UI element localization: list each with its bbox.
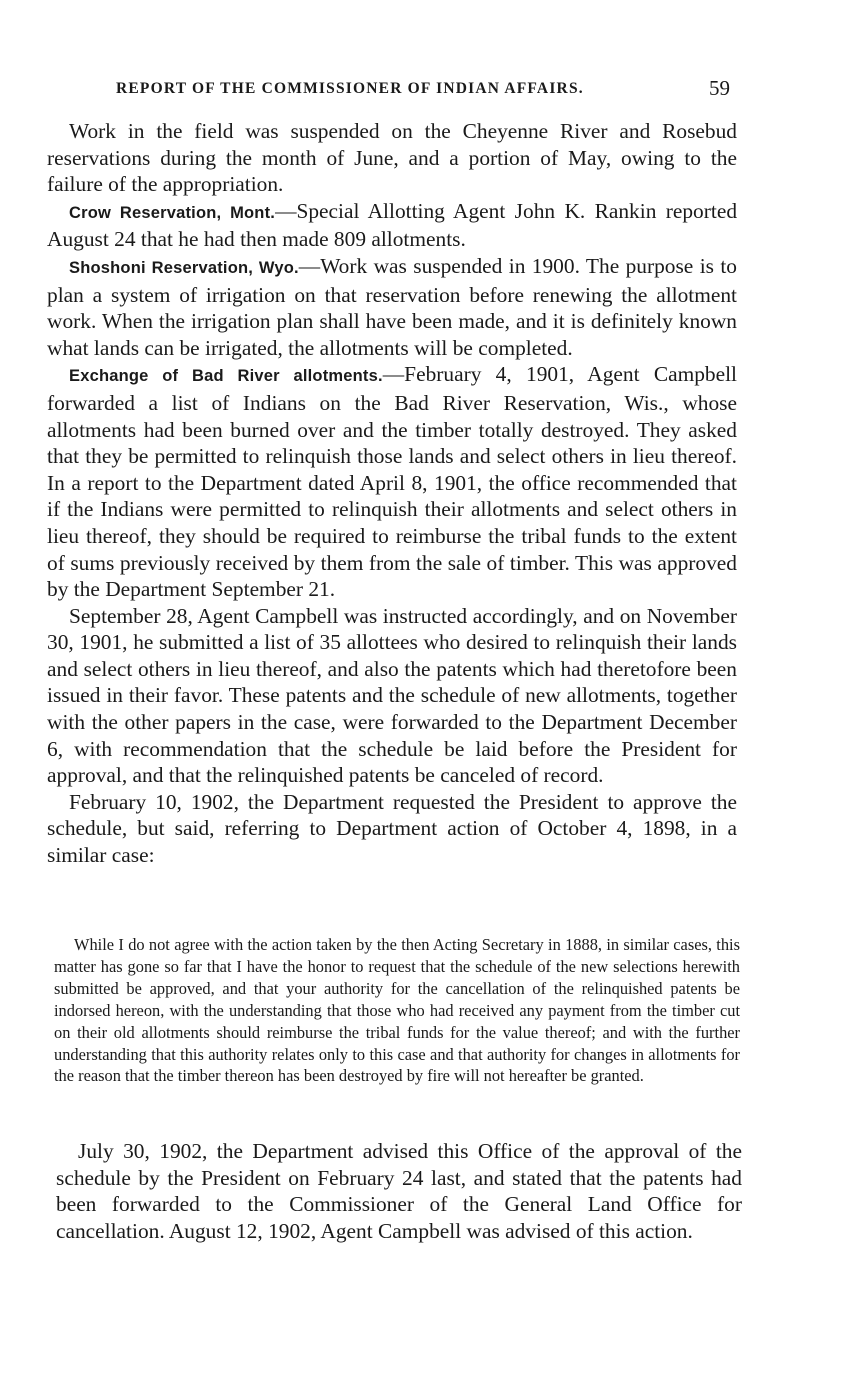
closing-section	[56, 1138, 742, 1244]
paragraph-text: February 10, 1902, the Department requested the President to approve the schedule, but said, referring to Department action of October 4, 1898, in a similar case:	[47, 789, 737, 868]
quotation-text: While I do not agree with the action taken by the then Acting Secretary in 1888, in similar cases, this matter has gone so far that I have the honor to request that the schedule of the new selections herewith submitted be approved, and that your authority for the cancellation of the relinquished patents be indorsed hereon, with the understanding that those who had received any payment from the timber cut on their old allotments should reimburse the tribal funds for the value thereof; and with the further understanding that this authority relates only to this case and that authority for changes in allotments for the reason that the timber thereon has been destroyed by fire will not hereafter be granted.	[54, 935, 740, 1086]
paragraph-text: —Special Allotting Agent John K. Rankin reported August 24 that he had then made 809 allotments.	[47, 198, 738, 252]
paragraph-campbell-instructions	[47, 603, 737, 789]
paragraph-president-request	[47, 789, 737, 869]
section-heading: Crow Reservation, Mont.	[69, 203, 276, 222]
quoted-letter	[54, 934, 740, 1087]
paragraph-text: September 28, Agent Campbell was instructed accordingly, and on November 30, 1901, he submitted a list of 35 allottees who desired to relinquish their lands and select others in lieu thereof, and also the patents which had theretofore been issued in their favor. These patents and the schedule of new allotments, together with the other papers in the case, were forwarded to the Department December 6, with recommendation that the schedule be laid before the President for approval, and that the relinquished patents be canceled of record.	[47, 603, 737, 788]
paragraph-bad-river-exchange	[47, 361, 737, 602]
closing-paragraph: July 30, 1902, the Department advised this Office of the approval of the schedule by the President on February 24 last, and stated that the patents had been forwarded to the Commissioner of the General Land Office for cancellation. August 12, 1902, Agent Campbell was advised of this action.	[56, 1139, 742, 1243]
paragraph-text: —February 4, 1901, Agent Campbell forwarded a list of Indians on the Bad River Reservation, Wis., whose allotments had been burned over and the timber totally destroyed. They asked that they be permitted to relinquish those lands and select others in lieu thereof. In a report to the Department dated April 8, 1901, the office recommended that if the Indians were permitted to relinquish their allotments and select others in lieu thereof, they should be required to reimburse the tribal funds to the extent of sums previously received by them from the sale of timber. This was approved by the Department September 21.	[47, 362, 737, 602]
main-text	[47, 118, 737, 869]
paragraph-shoshoni-reservation	[47, 253, 737, 361]
running-header	[116, 78, 736, 102]
section-heading: Exchange of Bad River allotments.	[69, 367, 383, 386]
paragraph-text: Work in the field was suspended on the Cheyenne River and Rosebud reservations during the month of June, and a portion of May, owing to the failure of the appropriation.	[47, 119, 737, 197]
section-heading: Shoshoni Reservation, Wyo.	[69, 258, 299, 277]
running-title: REPORT OF THE COMMISSIONER OF INDIAN AFFAIRS.	[116, 80, 584, 97]
paragraph-crow-reservation	[47, 198, 737, 253]
paragraph-text: —Work was suspended in 1900. The purpose is to plan a system of irrigation on that reservation before renewing the allotment work. When the irrigation plan shall have been made, and it is definitely known what lands can be irrigated, the allotments will be completed.	[47, 253, 738, 360]
page-number: 59	[709, 76, 730, 100]
paragraph-field-work	[47, 118, 737, 198]
